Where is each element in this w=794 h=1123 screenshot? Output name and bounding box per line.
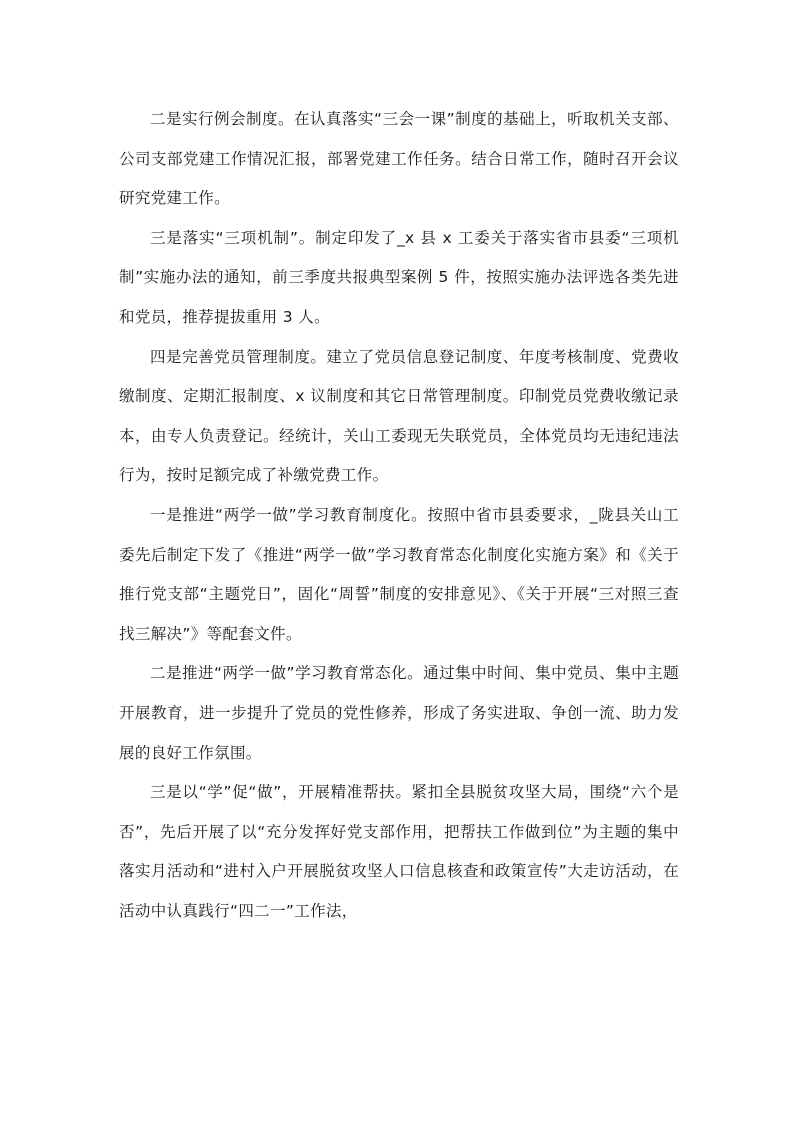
paragraph-member-management: 四是完善党员管理制度。建立了党员信息登记制度、年度考核制度、党费收缴制度、定期汇报制度、x 议制度和其它日常管理制度。印制党员党费收缴记录本，由专人负责登记。经统计，关山工委现无失联党员，全体党员均无违纪违法行为，按时足额完成了补缴党费工作。 — [119, 347, 679, 485]
paragraph-three-mechanisms: 三是落实“三项机制”。制定印发了_x 县 x 工委关于落实省市县委“三项机制”实施办法的通知，前三季度共报典型案例 5 件，按照实施办法评选各类先进和党员，推荐提拔重用 3 人。 — [119, 228, 679, 326]
paragraph-meeting-system: 二是实行例会制度。在认真落实“三会一课”制度的基础上，听取机关支部、公司支部党建工作情况汇报，部署党建工作任务。结合日常工作，随时召开会议研究党建工作。 — [119, 110, 679, 208]
paragraph-normalization: 二是推进“两学一做”学习教育常态化。通过集中时间、集中党员、集中主题开展教育，进一步提升了党员的党性修养，形成了务实进取、争创一流、助力发展的良好工作氛围。 — [119, 664, 679, 762]
paragraph-institutionalization: 一是推进“两学一做”学习教育制度化。按照中省市县委要求，_陇县关山工委先后制定下发了《推进“两学一做”学习教育常态化制度化实施方案》和《关于推行党支部“主题党日”，固化“周誓”制度的安排意见》、《关于开展“三对照三查找三解决”》等配套文件。 — [119, 505, 679, 643]
paragraph-precision-assistance: 三是以“学”促“做”，开展精准帮扶。紧扣全县脱贫攻坚大局，围绕“六个是否”，先后开展了以“充分发挥好党支部作用，把帮扶工作做到位”为主题的集中落实月活动和“进村入户开展脱贫攻坚人口信息核查和政策宣传”大走访活动，在活动中认真践行“四二一”工作法， — [119, 783, 679, 920]
document-body — [119, 100, 679, 931]
